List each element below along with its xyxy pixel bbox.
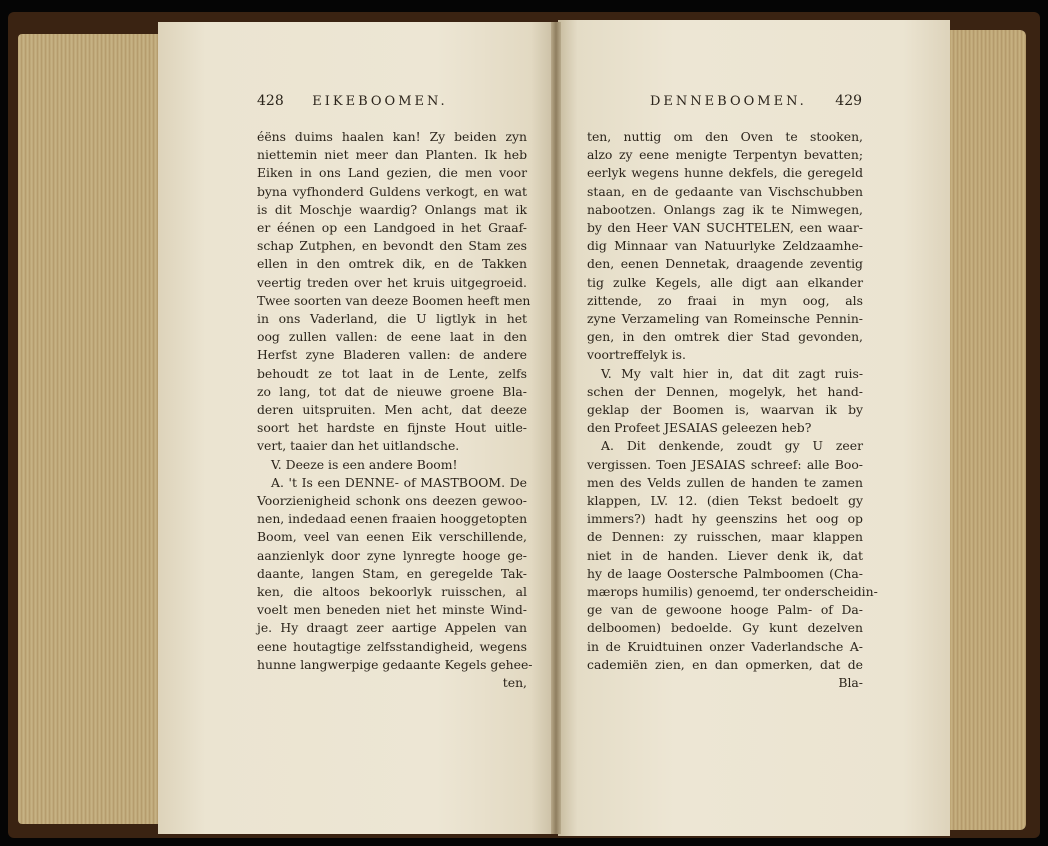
text-line: behoudt ze tot laat in de Lente, zelfs (257, 365, 527, 381)
text-line: Boom, veel van eenen Eik verschillende, (257, 529, 527, 545)
text-line: in ons Vaderland, die U ligtlyk in het (257, 311, 527, 327)
text-line: er éénen op een Landgoed in het Graaf- (257, 220, 527, 236)
text-line: aanzienlyk door zyne lynregte hooge ge- (257, 547, 527, 563)
text-line: is dit Moschje waardig? Onlangs mat ik (257, 201, 527, 217)
text-line: zyne Verzameling van Romeinsche Pennin- (587, 311, 863, 327)
text-line: Bla- (838, 675, 863, 691)
text-line: delboomen) bedoelde. Gy kunt dezelven (587, 620, 863, 636)
text-line: niet in de handen. Liever denk ik, dat (587, 547, 863, 563)
right-page-number: 429 (835, 93, 863, 109)
text-line: Eiken in ons Land gezien, die men voor (257, 165, 527, 181)
text-line: V. My valt hier in, dat dit zagt ruis- (601, 365, 863, 381)
text-line: ten, nuttig om den Oven te stooken, (587, 129, 863, 144)
text-line: byna vyfhonderd Guldens verkogt, en wat (257, 183, 527, 199)
text-line: in de Kruidtuinen onzer Vaderlandsche A- (587, 638, 863, 654)
text-line: gen, in den omtrek dier Stad gevonden, (587, 329, 863, 345)
text-line: Voorzienigheid schonk ons deezen gewoo- (257, 493, 527, 509)
text-line: staan, en de gedaante van Vischschubben (587, 183, 863, 199)
right-page-text (587, 128, 878, 692)
text-line: voelt men beneden niet het minste Wind- (257, 602, 527, 618)
text-line: den Profeet JESAIAS geleezen heb? (587, 420, 812, 436)
text-line: by den Heer VAN SUCHTELEN, een waar- (587, 220, 863, 236)
right-page-edges (946, 30, 1026, 830)
right-page-title: DENNEBOOMEN. (650, 94, 807, 109)
text-line: veertig treden over het kruis uitgegroeid. (257, 274, 527, 290)
text-line: Herfst zyne Bladeren vallen: de andere (257, 347, 527, 363)
text-line: eerlyk wegens hunne dekfels, die geregeld (587, 165, 863, 181)
text-line: de Dennen: zy ruisschen, maar klappen (587, 529, 863, 545)
text-line: schap Zutphen, en bevondt den Stam zes (257, 238, 527, 254)
text-line: klappen, LV. 12. (dien Tekst bedoelt gy (587, 493, 863, 509)
text-line: ten, (502, 675, 527, 691)
text-line: ellen in den omtrek dik, en de Takken (257, 256, 527, 272)
text-line: daante, langen Stam, en geregelde Tak- (257, 565, 527, 581)
text-line: Twee soorten van deeze Boomen heeft men (257, 292, 531, 308)
text-line: eene houtagtige zelfsstandigheid, wegens (257, 638, 527, 654)
left-page-title: EIKEBOOMEN. (312, 94, 448, 109)
text-line: den, eenen Dennetak, draagende zeventig (587, 256, 863, 272)
text-line: tig zulke Kegels, alle digt aan elkander (587, 274, 863, 290)
text-line: zittende, zo fraai in myn oog, als (587, 292, 863, 308)
text-line: hunne langwerpige gedaante Kegels gehee- (257, 656, 533, 672)
text-line: voortreffelyk is. (587, 347, 686, 363)
text-line: oog zullen vallen: de eene laat in den (257, 329, 527, 345)
text-line: men des Velds zullen de handen te zamen (587, 474, 863, 490)
text-line: nabootzen. Onlangs zag ik te Nimwegen, (587, 201, 863, 217)
text-line: hy de laage Oostersche Palmboomen (Cha- (587, 565, 863, 581)
text-line: éëns duims haalen kan! Zy beiden zyn (257, 129, 527, 144)
book-gutter (551, 22, 561, 834)
left-page-text (257, 128, 533, 692)
text-line: vert, taaier dan het uitlandsche. (257, 438, 460, 454)
text-line: vergissen. Toen JESAIAS schreef: alle Boo- (587, 456, 863, 472)
text-line: deren uitspruiten. Men acht, dat deeze (257, 402, 527, 418)
text-line: mærops humilis) genoemd, ter onderscheidin- (587, 584, 878, 600)
left-running-head (257, 93, 448, 109)
text-line: je. Hy draagt zeer aartige Appelen van (257, 620, 527, 636)
text-line: soort het hardste en fijnste Hout uitle- (257, 420, 527, 436)
text-line: zo lang, tot dat de nieuwe groene Bla- (257, 383, 527, 399)
text-line: ken, die altoos bekoorlyk ruisschen, al (257, 584, 527, 600)
text-line: A. 't Is een DENNE- of MASTBOOM. De (271, 474, 527, 490)
text-line: A. Dit denkende, zoudt gy U zeer (601, 438, 863, 454)
left-page-number: 428 (257, 93, 284, 109)
text-line: V. Deeze is een andere Boom! (271, 456, 458, 472)
text-line: ge van de gewoone hooge Palm- of Da- (587, 602, 863, 618)
right-running-head (650, 93, 862, 109)
text-line: dig Minnaar van Natuurlyke Zeldzaamhe- (587, 238, 863, 254)
left-page-edges (18, 34, 168, 824)
text-line: immers?) hadt hy geenszins het oog op (587, 511, 863, 527)
text-line: nen, indedaad eenen fraaien hooggetopten (257, 511, 528, 527)
text-line: niettemin niet meer dan Planten. Ik heb (257, 147, 527, 163)
text-line: geklap der Boomen is, waarvan ik by (587, 402, 863, 418)
text-line: cademiën zien, en dan opmerken, dat de (587, 656, 863, 672)
text-line: schen der Dennen, mogelyk, het hand- (587, 383, 863, 399)
text-line: alzo zy eene menigte Terpentyn bevatten; (587, 147, 863, 163)
